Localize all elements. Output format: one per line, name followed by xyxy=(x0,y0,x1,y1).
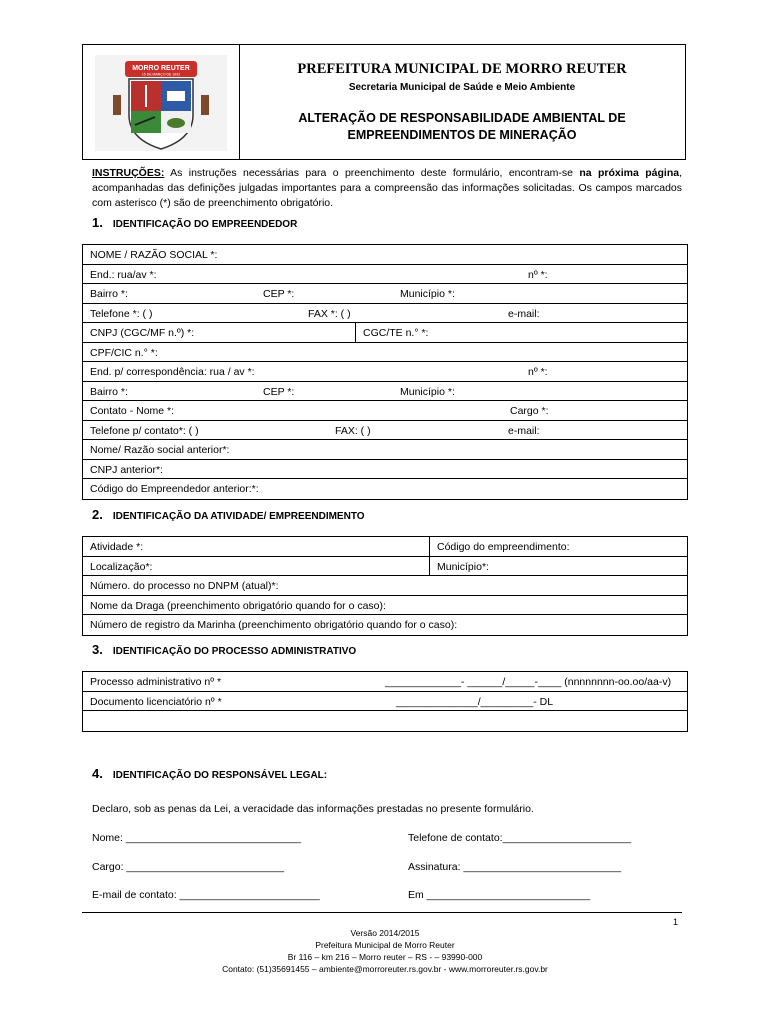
blank-row[interactable] xyxy=(83,711,687,731)
localizacao-label: Localização*: xyxy=(90,560,153,573)
instructions-text-a: As instruções necessárias para o preenchimento deste formulário, encontram-se xyxy=(164,167,580,179)
telefone-row[interactable] xyxy=(83,304,687,324)
tel-contato-row[interactable] xyxy=(83,421,687,441)
email-label: e-mail: xyxy=(508,307,540,320)
processo-format: _____________- ______/_____-____ (nnnnnnnn-oo.oo/aa-v) xyxy=(385,676,672,688)
footer-version: Versão 2014/2015 xyxy=(350,928,420,938)
documento-row[interactable] xyxy=(83,692,687,712)
municipio2-label: Município *: xyxy=(400,385,455,398)
section2-table xyxy=(82,536,688,636)
telefone-contato-field[interactable]: Telefone de contato:______________________ xyxy=(408,832,632,844)
cgc-te-label: CGC/TE n.° *: xyxy=(363,327,429,339)
processo-dnpm-label: Número. do processo no DNPM (atual)*: xyxy=(90,580,279,592)
processo-dnpm-row[interactable] xyxy=(83,576,687,596)
atividade-divider xyxy=(429,537,430,556)
draga-label: Nome da Draga (preenchimento obrigatório quando for o caso): xyxy=(90,599,386,612)
correspondencia-row[interactable] xyxy=(83,362,687,382)
bairro2-row[interactable] xyxy=(83,382,687,402)
footer-divider xyxy=(82,912,682,913)
document-title-line1: ALTERAÇÃO DE RESPONSABILIDADE AMBIENTAL DE xyxy=(298,111,626,125)
atividade-label: Atividade *: xyxy=(90,541,144,553)
section4-number: 4. xyxy=(92,766,103,781)
section3-heading xyxy=(92,642,356,657)
numero-label: nº *: xyxy=(528,268,548,281)
section1-title: IDENTIFICAÇÃO DO EMPREENDEDOR xyxy=(112,219,298,230)
instructions-paragraph xyxy=(92,166,682,211)
section1-heading xyxy=(92,215,297,230)
processo-label: Processo administrativo nº * xyxy=(90,676,222,688)
contato-label: Contato - Nome *: xyxy=(90,405,175,417)
nome-row[interactable] xyxy=(83,245,687,265)
logo-cell xyxy=(83,45,240,159)
nome-anterior-row[interactable] xyxy=(83,440,687,460)
telefone-label: Telefone *: ( ) xyxy=(90,307,153,320)
declaration-text: Declaro, sob as penas da Lei, a veracidade das informações prestadas no presente formulário. xyxy=(92,803,534,815)
processo-row[interactable] xyxy=(83,672,687,692)
footer-address: Br 116 – km 216 – Morro reuter – RS - – 93990-000 xyxy=(287,952,483,962)
data-field[interactable]: Em ____________________________ xyxy=(408,889,591,901)
documento-label: Documento licenciatório nº * xyxy=(90,695,222,708)
section2-title: IDENTIFICAÇÃO DA ATIVIDADE/ EMPREENDIMENTO xyxy=(112,511,365,522)
bairro-row[interactable] xyxy=(83,284,687,304)
footer-contact: Contato: (51)35691455 – ambiente@morroreuter.rs.gov.br - www.morroreuter.rs.gov.br xyxy=(222,964,548,974)
bairro-label: Bairro *: xyxy=(90,288,128,300)
section4-heading xyxy=(92,766,327,781)
cpf-label: CPF/CIC n.° *: xyxy=(90,346,158,359)
section1-number: 1. xyxy=(92,215,103,230)
draga-row[interactable] xyxy=(83,596,687,616)
fax-label: FAX *: ( ) xyxy=(308,307,351,320)
instructions-text-bold: na próxima página xyxy=(579,167,680,179)
municipal-coat-of-arms-logo xyxy=(95,55,227,151)
prefeitura-title: PREFEITURA MUNICIPAL DE MORRO REUTER xyxy=(297,61,627,77)
document-header xyxy=(82,44,686,160)
correspondencia-label: End. p/ correspondência: rua / av *: xyxy=(90,366,255,378)
codigo-anterior-row[interactable] xyxy=(83,479,687,499)
instructions-text-b: , acompanhadas das definições julgadas importantes para a compreensão das informações solicitadas. Os campos marcados com asterisco (*) são de preenchimento obrigatório. xyxy=(92,167,682,209)
section1-table xyxy=(82,244,688,500)
cargo-label: Cargo *: xyxy=(510,405,549,417)
codigo-empreendimento-label: Código do empreendimento: xyxy=(437,541,570,553)
cpf-row[interactable] xyxy=(83,343,687,363)
nome-anterior-label: Nome/ Razão social anterior*: xyxy=(90,444,230,456)
assinatura-field[interactable]: Assinatura: ___________________________ xyxy=(408,861,622,873)
section2-heading xyxy=(92,507,365,522)
cep2-label: CEP *: xyxy=(263,385,295,398)
cnpj-row[interactable] xyxy=(83,323,687,343)
section2-number: 2. xyxy=(92,507,103,522)
bairro2-label: Bairro *: xyxy=(90,385,128,398)
municipio-label: Município *: xyxy=(400,288,455,300)
footer-prefeitura: Prefeitura Municipal de Morro Reuter xyxy=(315,940,455,950)
municipio-empreendimento-label: Município*: xyxy=(437,560,489,573)
atividade-row[interactable] xyxy=(83,537,687,557)
header-title-cell xyxy=(239,45,685,159)
marinha-row[interactable] xyxy=(83,615,687,635)
instructions-label: INSTRUÇÕES: xyxy=(92,167,165,179)
codigo-anterior-label: Código do Empreendedor anterior:*: xyxy=(90,483,259,495)
email2-label: e-mail: xyxy=(508,424,540,437)
nome-label: NOME / RAZÃO SOCIAL *: xyxy=(90,249,218,261)
page-number: 1 xyxy=(672,917,678,927)
cep-label: CEP *: xyxy=(263,288,295,300)
tel-contato-label: Telefone p/ contato*: ( ) xyxy=(90,424,199,437)
localizacao-divider xyxy=(429,557,430,576)
cnpj-label: CNPJ (CGC/MF n.º) *: xyxy=(90,327,195,339)
cnpj-anterior-row[interactable] xyxy=(83,460,687,480)
nome-signature-field[interactable]: Nome: ______________________________ xyxy=(92,832,302,844)
section3-table xyxy=(82,671,688,732)
fax2-label: FAX: ( ) xyxy=(335,424,371,437)
numero-corr-label: nº *: xyxy=(528,366,548,378)
endereco-label: End.: rua/av *: xyxy=(90,268,157,281)
localizacao-row[interactable] xyxy=(83,557,687,577)
section3-number: 3. xyxy=(92,642,103,657)
email-contato-field[interactable]: E-mail de contato: ________________________ xyxy=(92,889,320,901)
secretaria-subtitle: Secretaria Municipal de Saúde e Meio Ambiente xyxy=(348,82,576,93)
cnpj-divider xyxy=(355,323,356,342)
marinha-label: Número de registro da Marinha (preenchimento obrigatório quando for o caso): xyxy=(90,619,458,631)
logo-text: MORRO REUTER xyxy=(132,65,190,72)
contato-row[interactable] xyxy=(83,401,687,421)
document-title xyxy=(269,110,655,144)
section4-title: IDENTIFICAÇÃO DO RESPONSÁVEL LEGAL: xyxy=(112,770,328,781)
logo-subtext: 15 DE MARÇO DE 1992 xyxy=(141,72,181,77)
document-title-line2: EMPREENDIMENTOS DE MINERAÇÃO xyxy=(347,128,577,142)
endereco-row[interactable] xyxy=(83,265,687,285)
documento-format: ______________/_________- DL xyxy=(396,695,554,708)
cargo-field[interactable]: Cargo: ___________________________ xyxy=(92,861,285,873)
cnpj-anterior-label: CNPJ anterior*: xyxy=(90,463,163,476)
section3-title: IDENTIFICAÇÃO DO PROCESSO ADMINISTRATIVO xyxy=(112,646,357,657)
